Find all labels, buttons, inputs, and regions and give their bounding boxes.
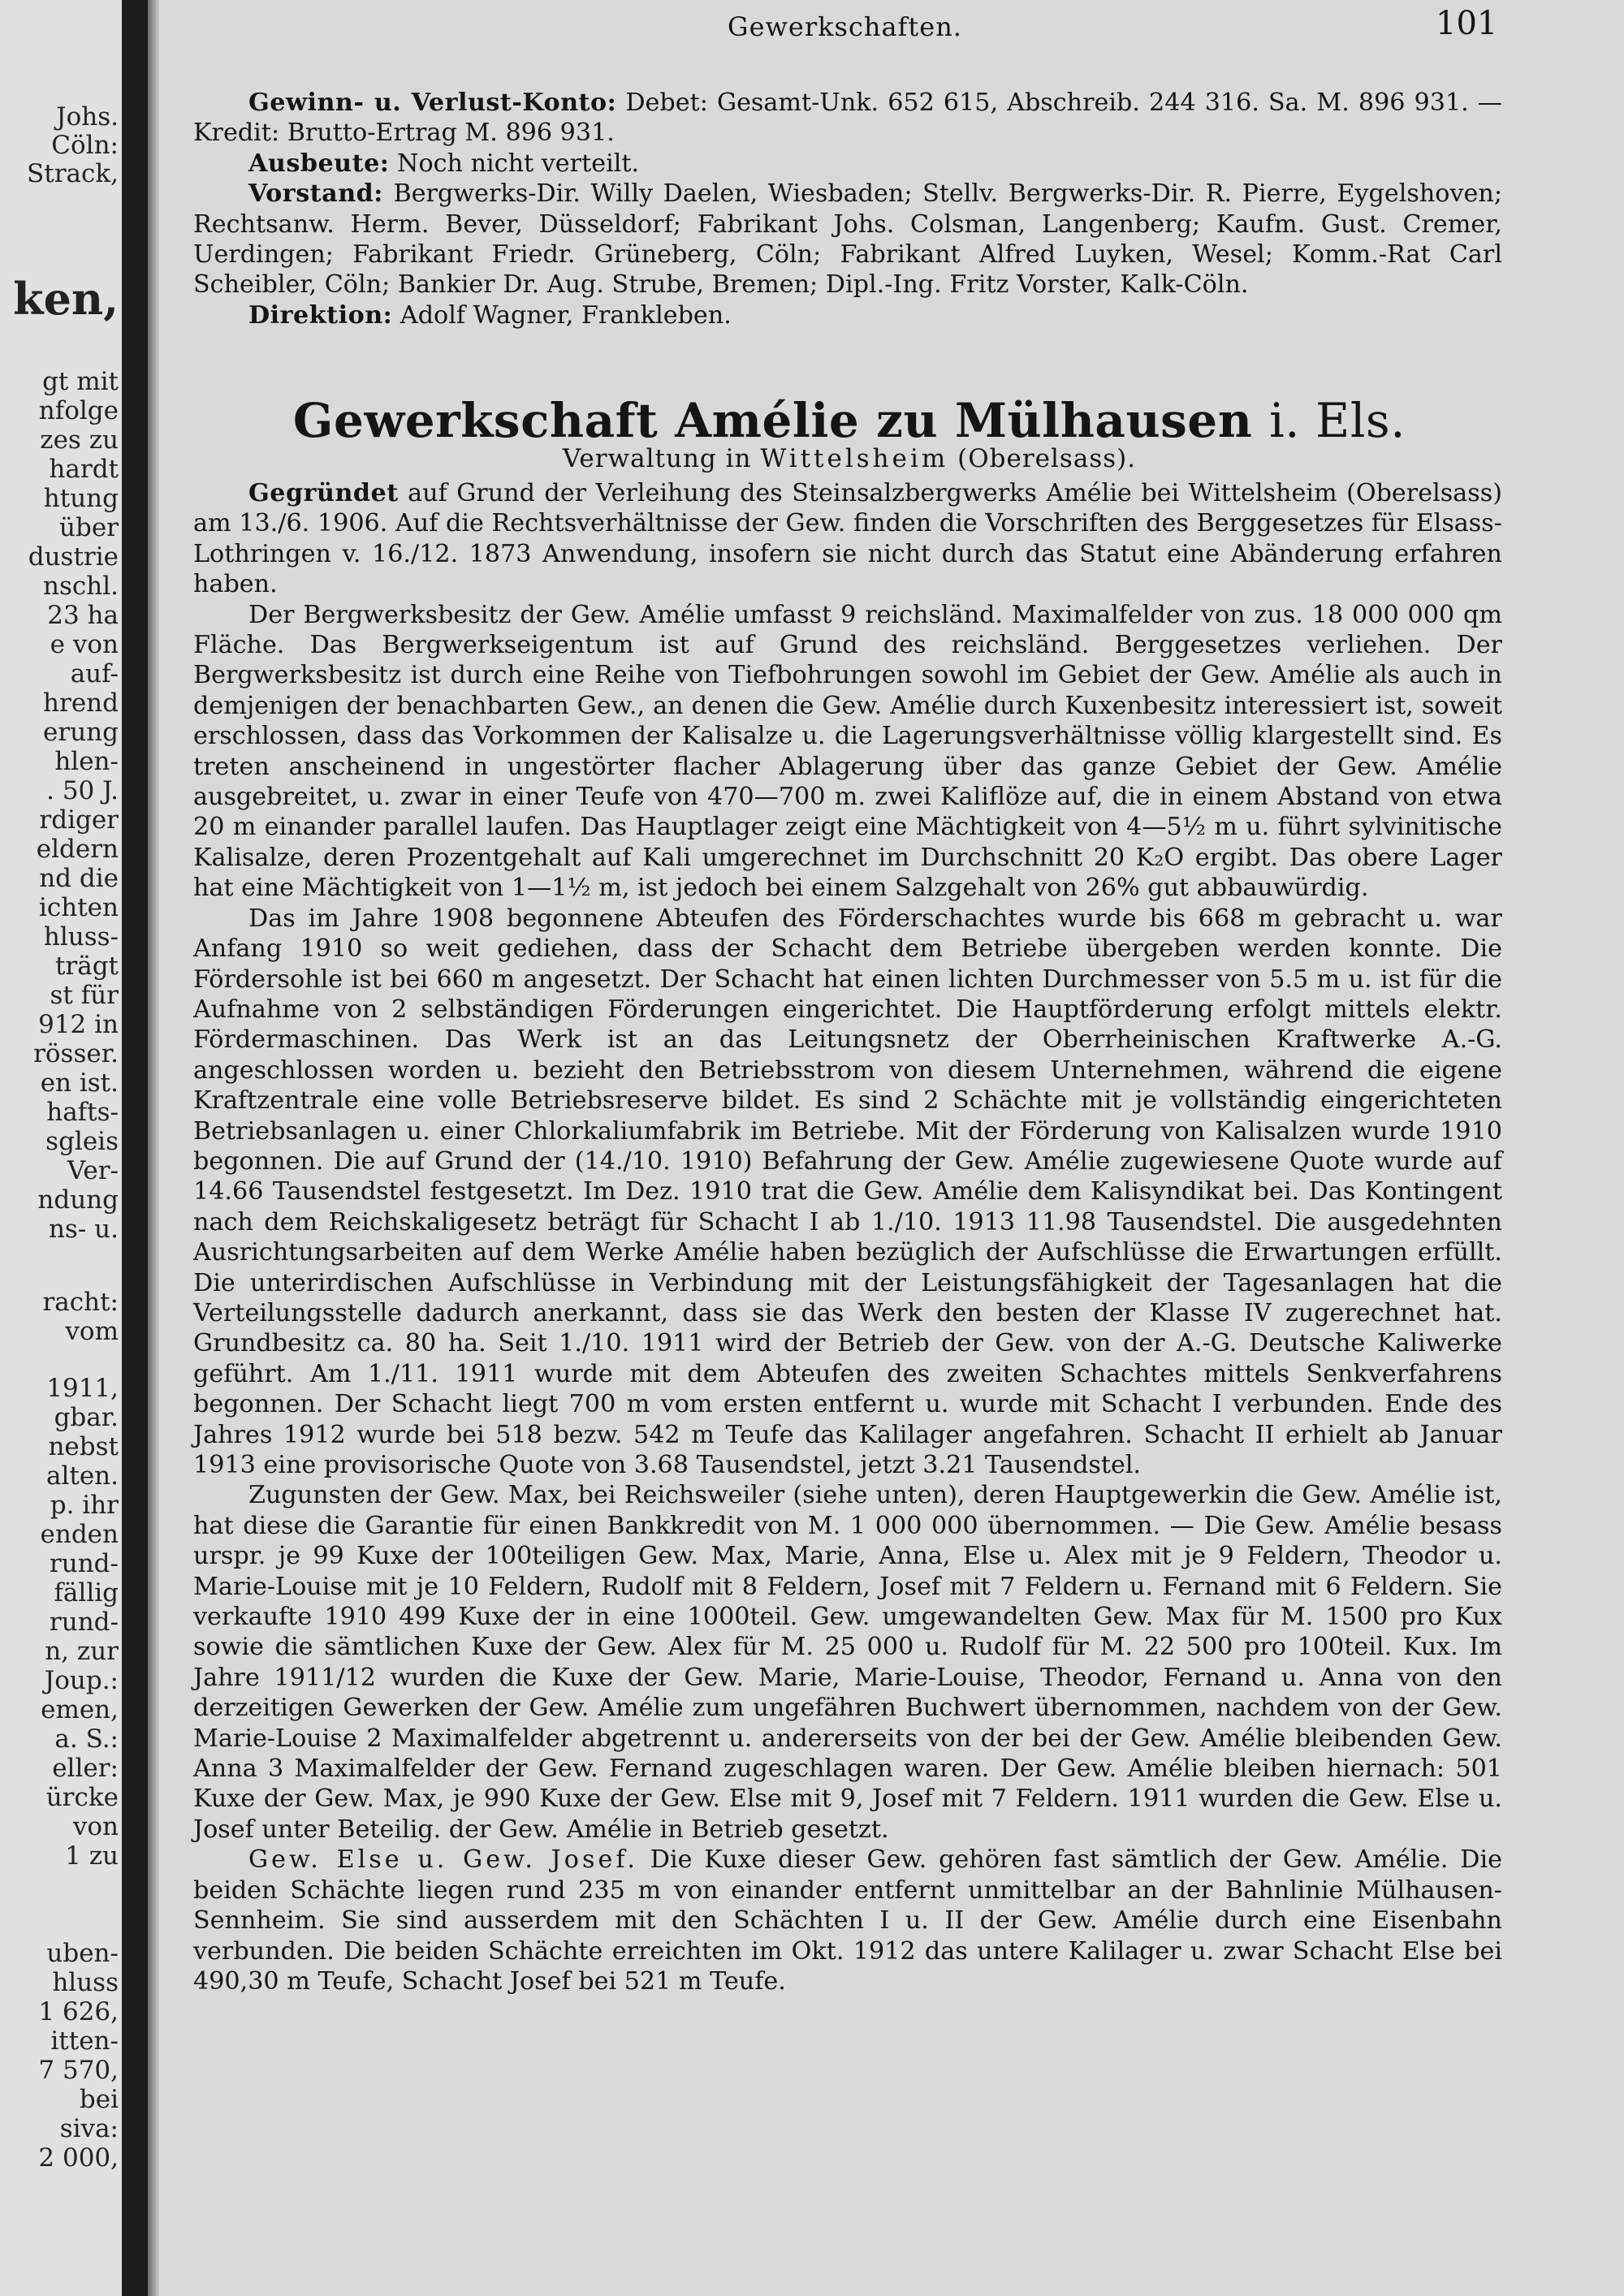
yield-text: Noch nicht verteilt. [397,149,640,178]
left-page-text-fragment: nd die [39,864,119,893]
direction-text: Adolf Wagner, Frankleben. [400,300,732,330]
left-page-text-fragment: 2 000, [38,2143,119,2173]
subtitle-suffix: (Oberelsass). [957,444,1137,473]
left-page-text-fragment: nschl. [43,572,119,601]
left-page-text-fragment: itten- [50,2026,119,2056]
entry-body [193,478,1502,1996]
left-page-text-fragment: über [59,513,119,542]
left-page-text-fragment: sgleis [45,1127,119,1156]
running-head: Gewerkschaften. [728,11,962,42]
left-page-text-fragment: 1 626, [38,1997,119,2026]
left-page-text-fragment: hrend [43,688,119,718]
left-page-text-fragment: hafts- [46,1098,119,1127]
left-page-text-fragment: erung [43,718,119,747]
left-page-text-fragment: bei [79,2085,119,2114]
else-josef-label: Gew. Else u. Gew. Josef. [248,1845,639,1875]
left-page-text-fragment: fällig [54,1578,119,1608]
left-page-text-fragment: htung [43,484,119,513]
left-page-text-fragment: gbar. [54,1403,119,1432]
left-page-text-fragment: 7 570, [38,2056,119,2085]
main-page [159,0,1624,2296]
gutter-shadow [148,0,159,2296]
guarantee-kuxe-paragraph: Zugunsten der Gew. Max, bei Reichsweiler (siehe unten), deren Hauptgewerkin die Gew. Amélie ist, hat diese die Garantie für einen Bankkredit von M. 1 000 000 übernommen. — Die Gew. Amélie besass urspr. je 99 Kuxe der 100teiligen Gew. Max, Marie, Anna, Else u. Alex mit je 9 Feldern, Theodor u. Marie-Louise mit je 10 Feldern, Rudolf mit 8 Feldern, Josef mit 7 Feldern u. Fernand mit 6 Feldern. Sie verkaufte 1910 499 Kuxe der in eine 1000teil. Gew. umgewandelten Gew. Max für M. 1500 pro Kux sowie die sämtlichen Kuxe der Gew. Alex für M. 25 000 u. Rudolf für M. 22 500 pro 100teil. Kux. Im Jahre 1911/12 wurden die Kuxe der Gew. Marie, Marie-Louise, Theodor, Fernand u. Anna von den derzeitigen Gewerken der Gew. Amélie zum ungefähren Buchwert übernommen, nachdem von der Gew. Marie-Louise 2 Maximalfelder abgetrennt u. andererseits von der bei der Gew. Amélie bleibenden Gew. Anna 3 Maximalfelder der Gew. Fernand zugeschlagen waren. Der Gew. Amélie bleiben hiernach: 501 Kuxe der Gew. Max, je 990 Kuxe der Gew. Else mit 9, Josef mit 7 Feldern. 1911 wurden die Gew. Else u. Josef unter Beteilig. der Gew. Amélie in Betrieb gesetzt. [193,1481,1502,1844]
profit-loss-account [193,88,1502,149]
book-gutter [122,0,148,2296]
direction-line [193,300,1502,330]
left-page-text-fragment: gt mit [42,367,119,396]
left-page-text-fragment: trägt [54,952,119,981]
left-page-text-fragment: eldern [36,835,119,864]
left-page-text-fragment: st für [50,981,119,1010]
left-page-text-fragment: 1911, [46,1374,119,1403]
left-page-text-fragment: zes zu [40,425,119,455]
previous-entry [193,88,1502,330]
board-line [193,179,1502,300]
left-page-text-fragment: siva: [59,2114,119,2143]
left-page-text-fragment: hluss- [43,922,119,952]
mining-property-paragraph: Der Bergwerksbesitz der Gew. Amélie umfasst 9 reichsländ. Maximalfelder von zus. 18 000 000 qm Fläche. Das Bergwerkseigentum ist auf Grund des reichsländ. Berggesetzes verliehen. Der Bergwerksbesitz ist durch eine Reihe von Tiefbohrungen sowohl im Gebiet der Gew. Amélie als auch in demjenigen der benachbarten Gew., an denen die Gew. Amélie durch Kuxenbesitz interessiert ist, soweit erschlossen, dass das Vorkommen der Kalisalze u. die Lagerungsverhältnisse völlig klargestellt sind. Es treten anscheinend in ungestörter flacher Ablagerung über das ganze Gebiet der Gew. Amélie ausgebreitet, u. zwar in einer Teufe von 470—700 m. zwei Kaliflöze auf, die in einem Abstand von etwa 20 m einander parallel laufen. Das Hauptlager zeigt eine Mächtigkeit von 4—5½ m u. führt sylvinitische Kalisalze, deren Prozentgehalt auf Kali umgerechnet im Durchschnitt 20 K₂O ergibt. Das obere Lager hat eine Mächtigkeit von 1—1½ m, ist jedoch bei einem Salzgehalt von 26% gut abbauwürdig. [193,600,1502,903]
left-page-text-fragment: 912 in [38,1010,119,1039]
left-page-text-fragment: von [72,1812,119,1841]
left-page-text-fragment: alten. [45,1461,119,1491]
left-page-text-fragment: 1 zu [65,1841,119,1871]
else-josef-text: Die Kuxe dieser Gew. gehören fast sämtlich der Gew. Amélie. Die beiden Schächte liegen rund 235 m von einander entfernt unmittelbar an der Bahnlinie Mülhausen-Sennheim. Sie sind ausserdem mit den Schächten I u. II der Gew. Amélie durch eine Eisenbahn verbunden. Die beiden Schächte erreichten im Okt. 1912 das untere Kalilager u. zwar Schacht Else bei 490,30 m Teufe, Schacht Josef bei 521 m Teufe. [193,1845,1502,1996]
direction-label: Direktion: [248,300,393,330]
founded-paragraph [193,478,1502,600]
else-josef-paragraph [193,1845,1502,1996]
left-page-text-fragment: 23 ha [47,601,119,630]
page-number: 101 [1436,5,1498,42]
left-page-text-fragment: eller: [52,1754,119,1783]
left-page-text-fragment: ürcke [45,1783,119,1812]
left-page-text-fragment: rund- [49,1608,119,1637]
shaft-operations-paragraph: Das im Jahre 1908 begonnene Abteufen des Förderschachtes wurde bis 668 m gebracht u. war Anfang 1910 so weit gediehen, dass der Schacht dem Betriebe übergeben werden konnte. Die Fördersohle ist bei 660 m angesetzt. Der Schacht hat einen lichten Durchmesser von 5.5 m u. ist für die Aufnahme von 2 selbständigen Förderungen eingerichtet. Die Hauptförderung erfolgt mittels elektr. Fördermaschinen. Das Werk ist an das Leitungsnetz der Oberrheinischen Kraftwerke A.-G. angeschlossen worden u. bezieht den Betriebsstrom von diesem Unternehmen, während die eigene Kraftzentrale eine volle Betriebsreserve bildet. Es sind 2 Schächte mit je vollständig eingerichteten Betriebsanlagen u. einer Chlorkaliumfabrik im Betriebe. Mit der Förderung von Kalisalzen wurde 1910 begonnen. Die auf Grund der (14./10. 1910) Befahrung der Gew. Amélie zugewiesene Quote wurde auf 14.66 Tausendstel festgesetzt. Im Dez. 1910 trat die Gew. Amélie dem Kalisyndikat bei. Das Kontingent nach dem Reichskaligesetz beträgt für Schacht I ab 1./10. 1913 11.98 Tausendstel. Die ausgedehnten Ausrichtungsarbeiten auf dem Werke Amélie haben bezüglich der Aufschlüsse die Erwartungen erfüllt. Die unterirdischen Aufschlüsse in Verbindung mit der Leistungsfähigkeit der Tagesanlagen hat die Verteilungsstelle dadurch anerkannt, dass sie das Werk den besten der Klasse IV zugerechnet hat. Grundbesitz ca. 80 ha. Seit 1./10. 1911 wird der Betrieb der Gew. von der A.-G. Deutsche Kaliwerke geführt. Am 1./11. 1911 wurde mit dem Abteufen des zweiten Schachtes mittels Senkverfahrens begonnen. Der Schacht liegt 700 m vom ersten entfernt u. wurde mit Schacht I verbunden. Ende des Jahres 1912 wurde bei 518 bezw. 542 m Teufe das Kalilager angefahren. Schacht II erhielt ab Januar 1913 eine provisorische Quote von 3.68 Tausendstel, jetzt 3.21 Tausendstel. [193,904,1502,1479]
left-page-text-fragment: racht: [42,1288,119,1317]
left-page-text-fragment: rdiger [39,805,119,835]
left-page-text-fragment: auf- [70,659,119,688]
left-page-text-fragment: Cöln: [51,131,119,160]
left-page-text-fragment: n, zur [45,1637,119,1666]
left-page-text-fragment: . 50 J. [46,776,119,805]
left-page-text-fragment: Ver- [67,1156,119,1185]
left-page-text-fragment: enden [40,1520,119,1549]
board-text: Bergwerks-Dir. Willy Daelen, Wiesbaden; Stellv. Bergwerks-Dir. R. Pierre, Eygelshoven; Rechtsanw. Herm. Bever, Düsseldorf; Fabrikant Johs. Colsman, Langenberg; Kaufm. Gust. Cremer, Uerdingen; Fabrikant Friedr. Grüneberg, Cöln; Fabrikant Alfred Luyken, Wesel; Komm.-Rat Carl Scheibler, Cöln; Bankier Dr. Aug. Strube, Bremen; Dipl.-Ing. Fritz Vorster, Kalk-Cöln. [193,179,1502,300]
left-page-text-fragment: p. ihr [50,1491,119,1520]
left-page-text-fragment: hlen- [54,747,119,776]
company-title-main: Gewerkschaft Amélie zu Mülhausen [292,393,1253,448]
left-page-text-fragment: hluss [52,1968,119,1997]
left-page-text-fragment: hardt [49,455,119,484]
left-page-text-fragment: nfolge [38,396,119,425]
board-label: Vorstand: [248,179,383,209]
left-page-text-fragment: Johs. [56,102,119,132]
company-title [159,393,1540,448]
left-page-text-fragment: Strack, [27,159,119,188]
left-page-text-fragment: e von [50,630,119,659]
subtitle-place: Wittelsheim [760,444,949,473]
company-subtitle [159,444,1540,473]
company-title-suffix: i. Els. [1269,393,1406,448]
left-page-text-fragment: vom [65,1317,119,1346]
left-page-text-fragment: ken, [13,273,119,325]
left-page-text-fragment: ns- u. [48,1215,119,1244]
left-page-text-fragment: Joup.: [44,1666,119,1695]
left-page-text-fragment: a. S.: [54,1724,119,1754]
left-page-text-fragment: uben- [46,1939,119,1968]
founded-label: Gegründet [248,479,399,507]
left-page-text-fragment: rösser. [33,1039,119,1068]
left-page-text-fragment: rund- [49,1549,119,1578]
left-page-text-fragment: emen, [41,1695,119,1724]
left-page-text-fragment: ichten [38,893,119,922]
left-page-text-fragment: ndung [37,1185,119,1215]
subtitle-prefix: Verwaltung in [562,444,752,473]
left-page-text-fragment: en ist. [40,1068,119,1098]
profit-loss-text: Debet: Gesamt-Unk. 652 615, Abschreib. 244 316. Sa. M. 896 931. — Kredit: Brutto-Ertrag M. 896 931. [193,88,1502,148]
left-page-text-fragment: dustrie [28,542,119,572]
founded-text: auf Grund der Verleihung des Steinsalzbergwerks Amélie bei Wittelsheim (Oberelsass) am 13./6. 1906. Auf die Rechtsverhältnisse der Gew. finden die Vorschriften des Berggesetzes für Elsass-Lothringen v. 16./12. 1873 Anwendung, insofern sie nicht durch das Statut eine Abänderung erfahren haben. [193,479,1502,599]
left-page-text-fragment: nebst [48,1432,119,1461]
profit-loss-label: Gewinn- u. Verlust-Konto: [248,88,617,117]
left-page-fragment [0,0,122,2296]
yield-label: Ausbeute: [248,149,390,178]
yield-line [193,149,1502,179]
